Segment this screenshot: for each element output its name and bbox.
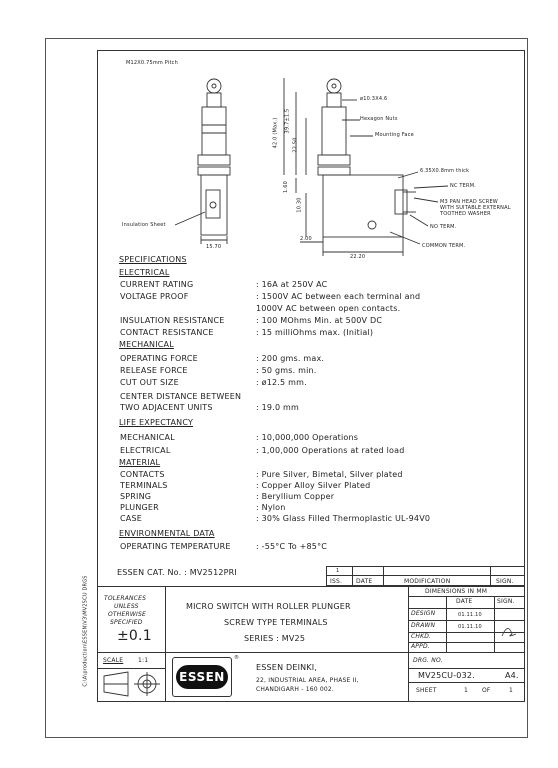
pitch-label: M12X0.75mm Pitch	[126, 60, 178, 66]
company-name: ESSEN DEINKI,	[256, 663, 318, 672]
spec-mechanical-heading: MECHANICAL	[119, 340, 174, 349]
spec-label: RELEASE FORCE	[120, 366, 188, 375]
sheet-size: A4.	[505, 671, 519, 680]
screw-note-2: WITH SUITABLE EXTERNAL	[440, 205, 511, 211]
rev-sign: SIGN.	[496, 578, 514, 585]
spec-value: : 1500V AC between each terminal and	[256, 292, 421, 301]
drawing-number: MV25CU-032.	[418, 671, 475, 680]
no-term-label: NO TERM.	[430, 224, 457, 230]
rev-date: DATE	[356, 578, 373, 585]
spec-value: : Nylon	[256, 503, 286, 512]
spec-label: CUT OUT SIZE	[120, 378, 179, 387]
dims-in-label: DIMENSIONS IN MM	[425, 588, 488, 595]
spec-label: INSULATION RESISTANCE	[120, 316, 225, 325]
spec-label: OPERATING FORCE	[120, 354, 198, 363]
date-header: DATE	[456, 598, 473, 605]
spec-label: CONTACTS	[120, 470, 165, 479]
spec-value: : 19.0 mm	[256, 403, 299, 412]
tolerances-label: TOLERANCES	[104, 595, 147, 602]
dim-15-70: 15.70	[206, 244, 222, 250]
spec-label: MECHANICAL	[120, 433, 175, 442]
spec-value: : ø12.5 mm.	[256, 378, 307, 387]
chkd-label: CHKD.	[411, 633, 432, 640]
spec-value: : 30% Glass Filled Thermoplastic UL-94V0	[256, 514, 431, 523]
spec-value: : -55°C To +85°C	[256, 542, 328, 551]
mounting-face-label: Mounting Face	[375, 132, 414, 138]
spec-value: : Beryllium Copper	[256, 492, 335, 501]
series-label: SERIES : MV25	[244, 634, 306, 643]
spec-label: CASE	[120, 514, 142, 523]
spec-environmental-heading: ENVIRONMENTAL DATA	[119, 529, 215, 538]
company-address-2: CHANDIGARH - 160 002.	[256, 686, 335, 693]
common-term-label: COMMON TERM.	[422, 243, 466, 249]
spec-material-heading: MATERIAL	[119, 458, 161, 467]
scale-value: 1:1	[138, 657, 149, 664]
dim-2-00: 2.00	[300, 236, 312, 242]
spec-value: : 16A at 250V AC	[256, 280, 328, 289]
dim-22-50: 22.50	[292, 137, 299, 153]
spec-value: : 100 MOhms Min. at 500V DC	[256, 316, 383, 325]
dim-42: 42.0 (Max.)	[272, 117, 279, 149]
drawing-title: MICRO SWITCH WITH ROLLER PLUNGER	[186, 602, 351, 611]
drawing-subtitle: SCREW TYPE TERMINALS	[224, 618, 328, 627]
spec-value: : 10,000,000 Operations	[256, 433, 359, 442]
dim-1-60: 1.60	[282, 181, 289, 193]
tolerance-value: ±0.1	[117, 628, 152, 644]
insulation-sheet-label: Insulation Sheet	[122, 222, 166, 228]
rev-modification: MODIFICATION	[404, 578, 451, 585]
spec-electrical-heading: ELECTRICAL	[119, 268, 170, 277]
spec-label: ELECTRICAL	[120, 446, 171, 455]
spec-label: OPERATING TEMPERATURE	[120, 542, 231, 551]
dim-10-30: 10.30	[296, 197, 303, 213]
spec-label: PLUNGER	[120, 503, 159, 512]
dim-22-20: 22.20	[350, 254, 366, 260]
otherwise-label: OTHERWISE	[108, 611, 146, 618]
hex-nuts-label: Hexagon Nuts	[360, 116, 398, 122]
drawn-label: DRAWN	[411, 622, 436, 629]
nc-term-label: NC TERM.	[450, 183, 477, 189]
essen-logo: ESSEN	[176, 665, 228, 689]
specified-label: SPECIFIED	[110, 619, 143, 626]
spec-value: : Pure Silver, Bimetal, Silver plated	[256, 470, 403, 479]
rev-number: 1	[336, 568, 340, 574]
divider	[408, 682, 525, 683]
rev-iss: ISS.	[330, 578, 343, 585]
spec-value: : 50 gms. min.	[256, 366, 317, 375]
sheet-total: 1	[509, 687, 514, 694]
spec-label: CURRENT RATING	[120, 280, 194, 289]
sheet-number: 1	[464, 687, 469, 694]
company-address-1: 22, INDUSTRIAL AREA, PHASE II,	[256, 677, 359, 684]
registered-mark: ®	[234, 655, 240, 661]
screw-note-3: TOOTHED WASHER	[440, 211, 491, 217]
appd-label: APPD.	[411, 643, 430, 650]
scale-label: SCALE	[103, 657, 124, 664]
thick-label: 6.35X0.8mm thick	[420, 168, 470, 174]
unless-label: UNLESS	[114, 603, 139, 610]
spec-value: 1000V AC between open contacts.	[256, 304, 401, 313]
design-date: 01.11.10	[458, 612, 482, 618]
spec-label: TERMINALS	[120, 481, 168, 490]
spec-value: : 15 milliOhms max. (Initial)	[256, 328, 374, 337]
screw-note-1: M3 PAN HEAD SCREW	[440, 199, 498, 205]
dim-39: 39.7±1.5	[284, 108, 291, 134]
roller-dim: ø10.3X4.6	[360, 96, 388, 102]
spec-value: : 1,00,000 Operations at rated load	[256, 446, 405, 455]
spec-label: SPRING	[120, 492, 152, 501]
spec-label: CONTACT RESISTANCE	[120, 328, 214, 337]
of-label: OF	[482, 687, 491, 694]
drawn-date: 01.11.10	[458, 624, 482, 630]
divider	[408, 668, 525, 669]
spec-title: SPECIFICATIONS	[119, 255, 187, 264]
sign-header: SIGN.	[497, 598, 515, 605]
sheet-label: SHEET	[416, 687, 437, 694]
spec-value: : 200 gms. max.	[256, 354, 325, 363]
spec-label: CENTER DISTANCE BETWEEN	[120, 392, 242, 401]
spec-label: VOLTAGE PROOF	[120, 292, 189, 301]
spec-life-heading: LIFE EXPECTANCY	[119, 418, 194, 427]
cat-no: ESSEN CAT. No. : MV2512PRI	[117, 568, 237, 577]
design-label: DESIGN	[411, 610, 436, 617]
spec-value: : Copper Alloy Silver Plated	[256, 481, 371, 490]
drg-no-label: DRG. NO.	[413, 657, 443, 664]
file-path-note: C:\A\production\ESSEN\V3\MV25CU DRGS	[82, 575, 89, 687]
spec-label: TWO ADJACENT UNITS	[120, 403, 213, 412]
